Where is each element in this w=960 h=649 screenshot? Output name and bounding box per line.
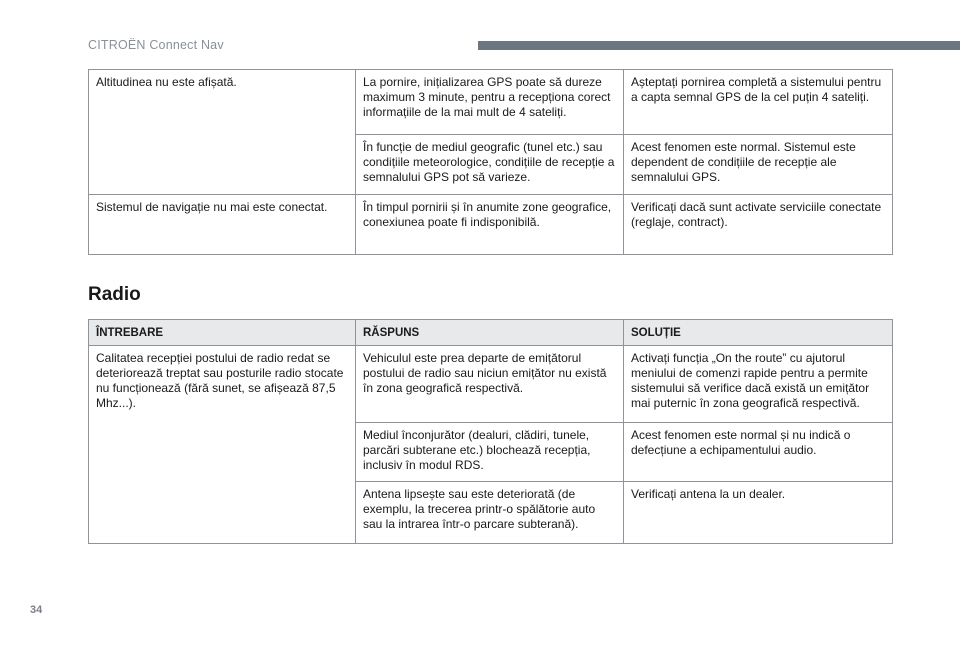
section-title-radio: Radio: [88, 284, 141, 305]
table-row: [89, 346, 893, 423]
answer-cell: Mediul înconjurător (dealuri, clădiri, tunele, parcări subterane etc.) blochează recepția, inclusiv în modul RDS.: [356, 423, 624, 482]
question-cell: Sistemul de navigație nu mai este conectat.: [89, 195, 356, 255]
answer-cell: În timpul pornirii și în anumite zone geografice, conexiunea poate fi indisponibilă.: [356, 195, 624, 255]
solution-cell: Verificați dacă sunt activate serviciile conectate (reglaje, contract).: [624, 195, 893, 255]
page-number: 34: [30, 604, 43, 616]
column-header-answer: RĂSPUNS: [356, 320, 624, 346]
solution-cell: Acest fenomen este normal. Sistemul este dependent de condițiile de recepție ale semnalului GPS.: [624, 135, 893, 195]
question-cell: [89, 423, 356, 482]
solution-cell: Acest fenomen este normal și nu indică o defecțiune a echipamentului audio.: [624, 423, 893, 482]
answer-cell: La pornire, inițializarea GPS poate să dureze maximum 3 minute, pentru a recepționa corect informațiile de la mai mult de 4 sateliți.: [356, 70, 624, 135]
table-row: [89, 482, 893, 544]
table-row: [89, 195, 893, 255]
question-cell: Altitudinea nu este afișată.: [89, 70, 356, 135]
solution-cell: Verificați antena la un dealer.: [624, 482, 893, 544]
header-decorative-bar: [478, 41, 960, 50]
table-row: [89, 135, 893, 195]
question-cell: Calitatea recepției postului de radio redat se deteriorează treptat sau posturile radio stocate nu funcționează (fără sunet, se afișează 87,5 Mhz...).: [89, 346, 356, 423]
table-row: [89, 423, 893, 482]
column-header-question: ÎNTREBARE: [89, 320, 356, 346]
solution-cell: Activați funcția „On the route” cu ajutorul meniului de comenzi rapide pentru a permite sistemului să verifice dacă există un emițător mai puternic în zona geografică respectivă.: [624, 346, 893, 423]
radio-troubleshooting-table: [88, 319, 893, 544]
answer-cell: În funcție de mediul geografic (tunel etc.) sau condițiile meteorologice, condițiile de recepție a semnalului GPS pot să varieze.: [356, 135, 624, 195]
question-cell: [89, 482, 356, 544]
solution-cell: Așteptați pornirea completă a sistemului pentru a capta semnal GPS de la cel puțin 4 sateliți.: [624, 70, 893, 135]
table-row: [89, 70, 893, 135]
gps-troubleshooting-table: [88, 69, 893, 255]
column-header-solution: SOLUȚIE: [624, 320, 893, 346]
answer-cell: Antena lipsește sau este deteriorată (de exemplu, la trecerea printr-o spălătorie auto sau la intrarea într-o parcare subterană).: [356, 482, 624, 544]
document-header-title: CITROËN Connect Nav: [88, 38, 224, 52]
answer-cell: Vehiculul este prea departe de emițătorul postului de radio sau niciun emițător nu există în zona geografică respectivă.: [356, 346, 624, 423]
question-cell: [89, 135, 356, 195]
table-header-row: [89, 320, 893, 346]
